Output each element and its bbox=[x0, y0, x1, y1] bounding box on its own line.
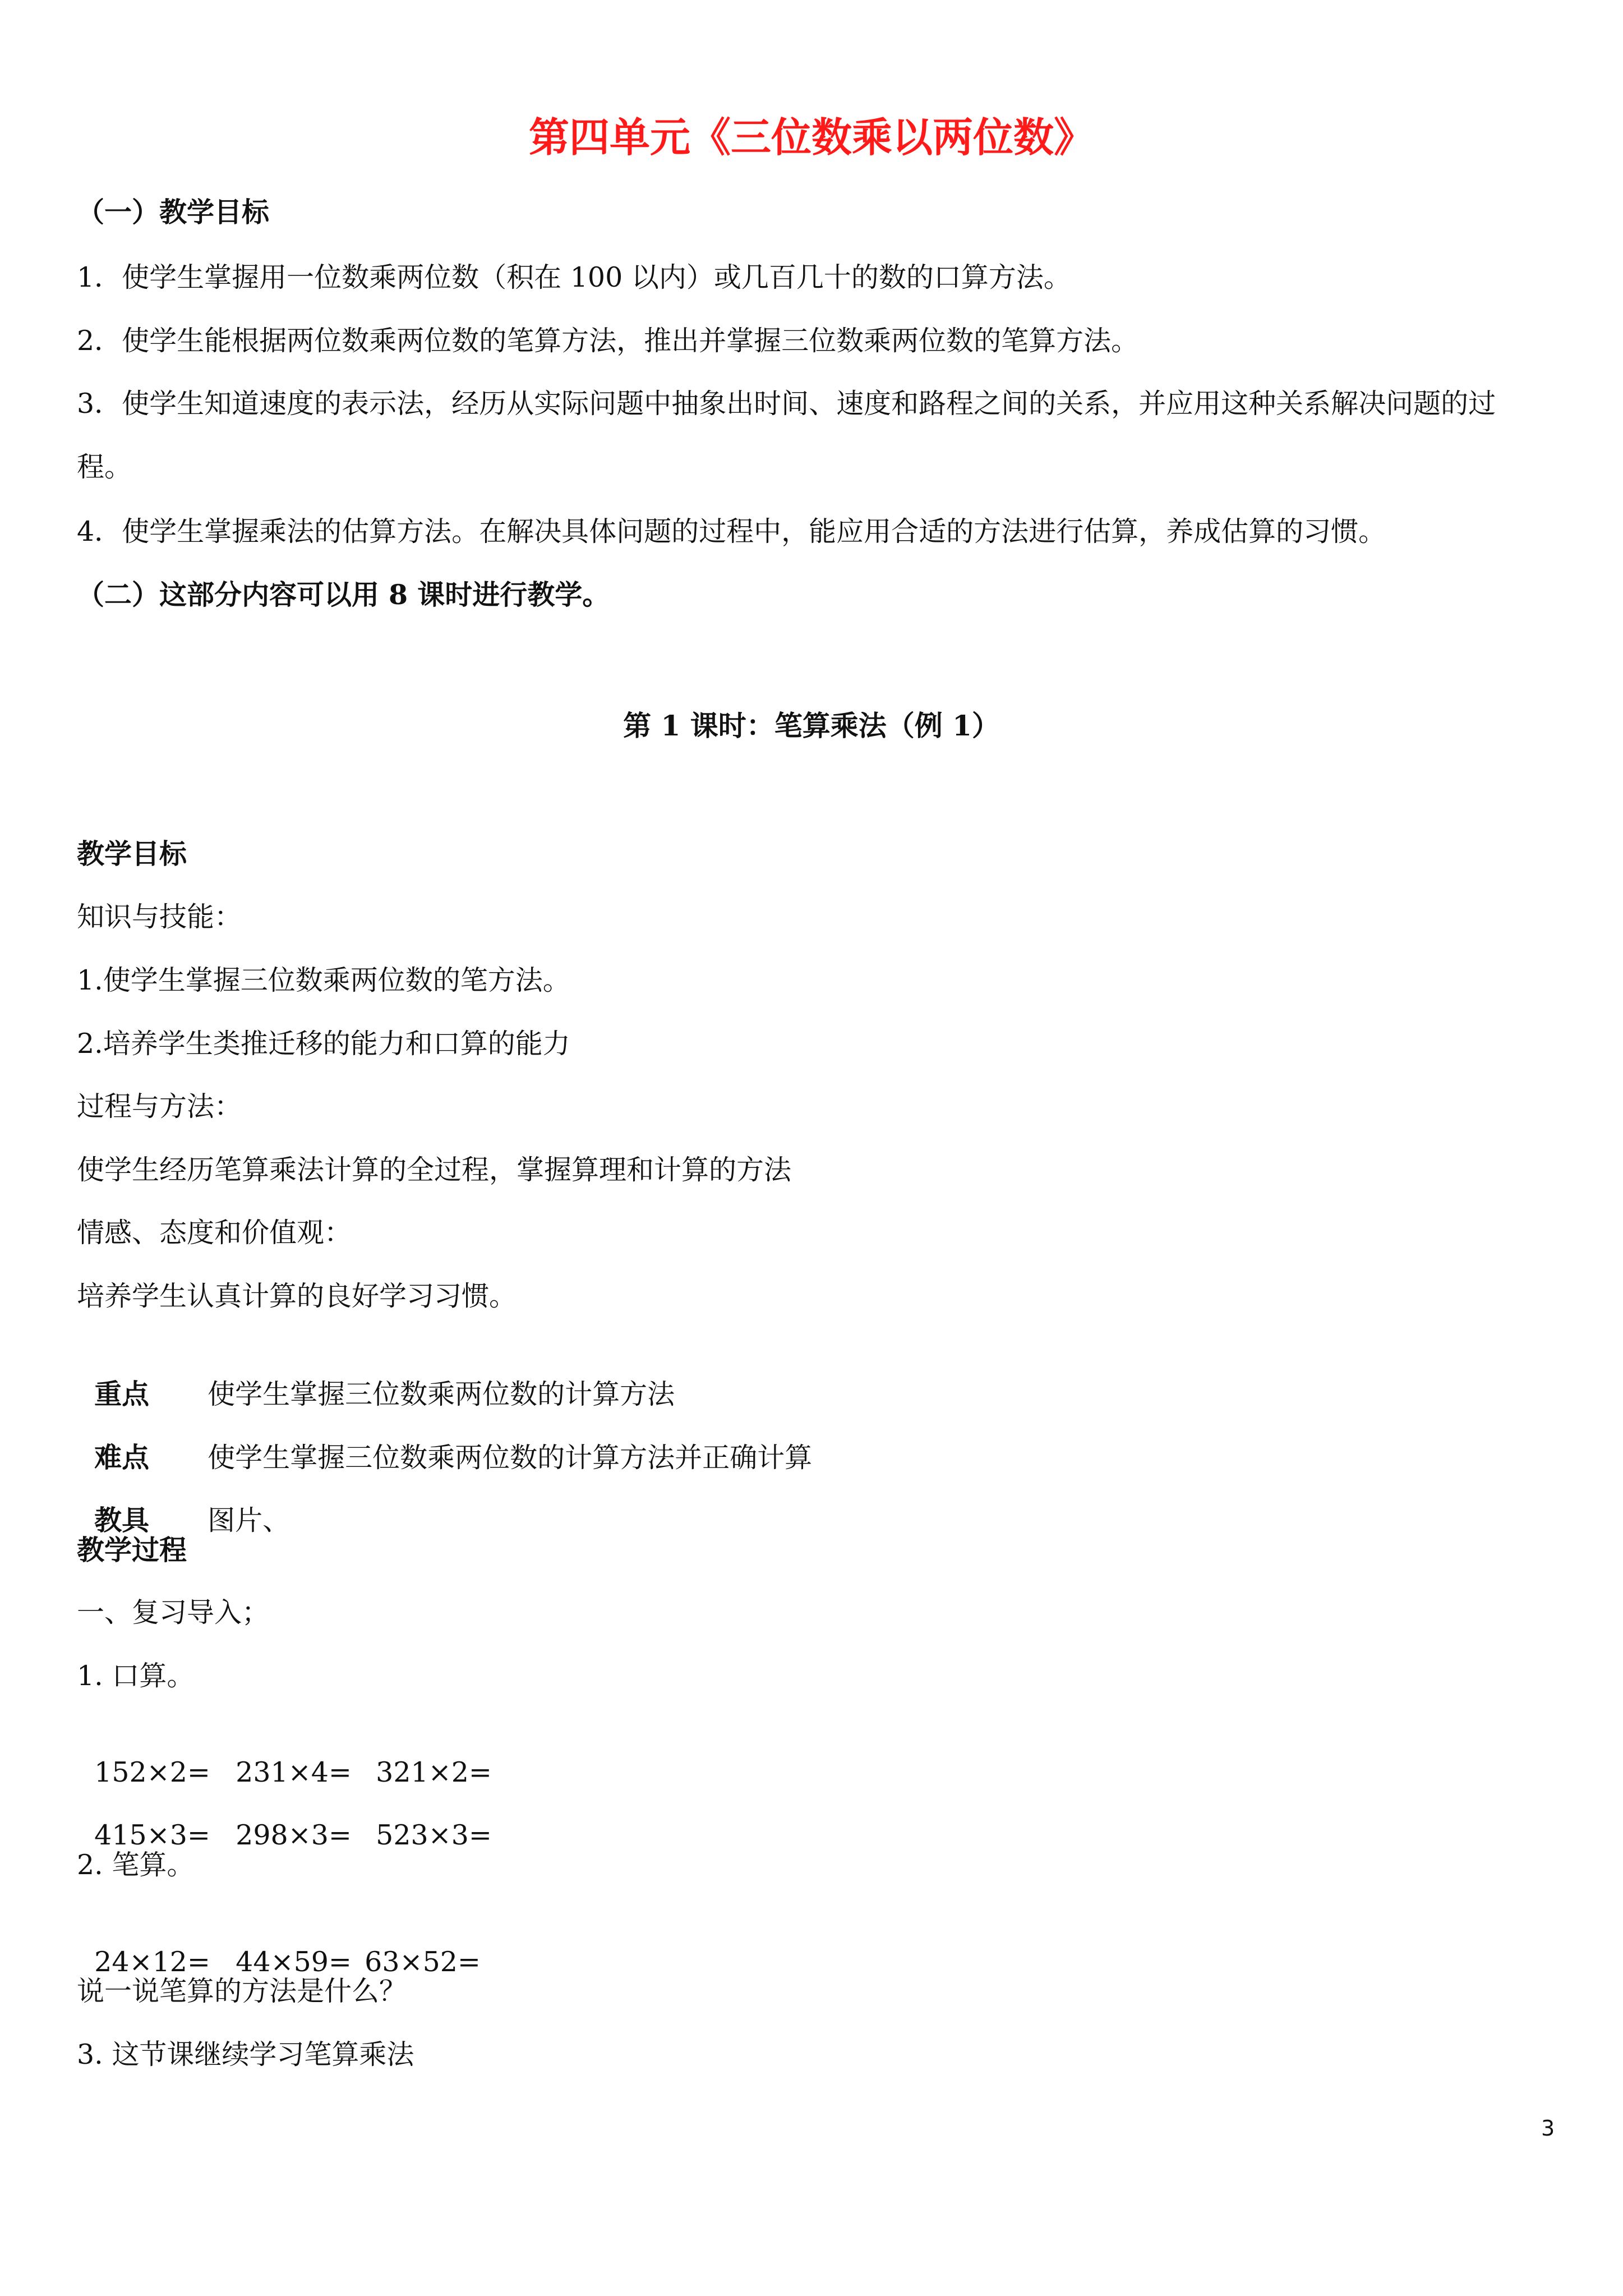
oral-calc-label: 1. 口算。 bbox=[77, 1660, 195, 1692]
objective-item-2: 2．使学生能根据两位数乘两位数的笔算方法，推出并掌握三位数乘两位数的笔算方法。 bbox=[77, 325, 1139, 357]
lesson-title: 第 1 课时：笔算乘法（例 1） bbox=[623, 709, 1000, 742]
tools-text: 图片、 bbox=[208, 1504, 291, 1536]
objective-item-1: 1．使学生掌握用一位数乘两位数（积在 100 以内）或几百几十的数的口算方法。 bbox=[77, 261, 1071, 293]
teaching-process-heading: 教学过程 bbox=[77, 1534, 187, 1566]
teaching-objectives-heading: 教学目标 bbox=[77, 838, 187, 870]
review-heading: 一、复习导入； bbox=[77, 1596, 270, 1628]
oral-problem: 415×3= bbox=[94, 1819, 210, 1851]
knowledge-item-1: 1.使学生掌握三位数乘两位数的笔方法。 bbox=[77, 964, 570, 996]
objective-item-3: 3．使学生知道速度的表示法，经历从实际问题中抽象出时间、速度和路程之间的关系，并应用这种关系解决问题的过 bbox=[77, 388, 1496, 420]
oral-problem: 231×4= bbox=[236, 1756, 352, 1788]
key-point-text: 使学生掌握三位数乘两位数的计算方法 bbox=[208, 1378, 675, 1410]
written-problem: 63×52= bbox=[365, 1946, 481, 1978]
written-problem: 44×59= bbox=[236, 1946, 352, 1978]
knowledge-skills-label: 知识与技能： bbox=[77, 901, 242, 933]
continue-learning: 3. 这节课继续学习笔算乘法 bbox=[77, 2039, 414, 2070]
oral-problem: 298×3= bbox=[236, 1819, 352, 1851]
key-point-term: 重点 bbox=[94, 1378, 150, 1410]
oral-problem: 152×2= bbox=[94, 1756, 210, 1788]
process-method-label: 过程与方法： bbox=[77, 1091, 242, 1122]
unit-title: 第四单元《三位数乘以两位数》 bbox=[528, 113, 1094, 161]
process-method-text: 使学生经历笔算乘法计算的全过程，掌握算理和计算的方法 bbox=[77, 1154, 792, 1186]
tools-term: 教具 bbox=[94, 1504, 150, 1536]
emotion-values-label: 情感、态度和价值观： bbox=[77, 1217, 352, 1249]
oral-problem: 321×2= bbox=[376, 1756, 492, 1788]
tools-row bbox=[77, 1470, 290, 1538]
difficulty-text: 使学生掌握三位数乘两位数的计算方法并正确计算 bbox=[208, 1442, 813, 1474]
written-calc-label: 2. 笔算。 bbox=[77, 1849, 195, 1881]
oral-calc-row-1 bbox=[77, 1722, 492, 1789]
oral-problem: 523×3= bbox=[376, 1819, 492, 1851]
written-calc-row bbox=[77, 1912, 481, 1979]
section1-heading: （一）教学目标 bbox=[77, 196, 270, 228]
key-point-row bbox=[77, 1343, 675, 1411]
written-problem: 24×12= bbox=[94, 1946, 210, 1978]
emotion-values-text: 培养学生认真计算的良好学习习惯。 bbox=[77, 1280, 517, 1312]
objective-item-4: 4．使学生掌握乘法的估算方法。在解决具体问题的过程中，能应用合适的方法进行估算，养成估算的习惯。 bbox=[77, 516, 1386, 547]
method-question: 说一说笔算的方法是什么？ bbox=[77, 1975, 407, 2007]
objective-item-3-cont: 程。 bbox=[77, 451, 132, 483]
section2-heading: （二）这部分内容可以用 8 课时进行教学。 bbox=[77, 578, 610, 611]
knowledge-item-2: 2.培养学生类推迁移的能力和口算的能力 bbox=[77, 1028, 570, 1060]
oral-calc-row-2 bbox=[77, 1785, 492, 1852]
page-number: 3 bbox=[1541, 2116, 1555, 2141]
difficulty-row bbox=[77, 1407, 812, 1475]
difficulty-term: 难点 bbox=[94, 1441, 150, 1474]
